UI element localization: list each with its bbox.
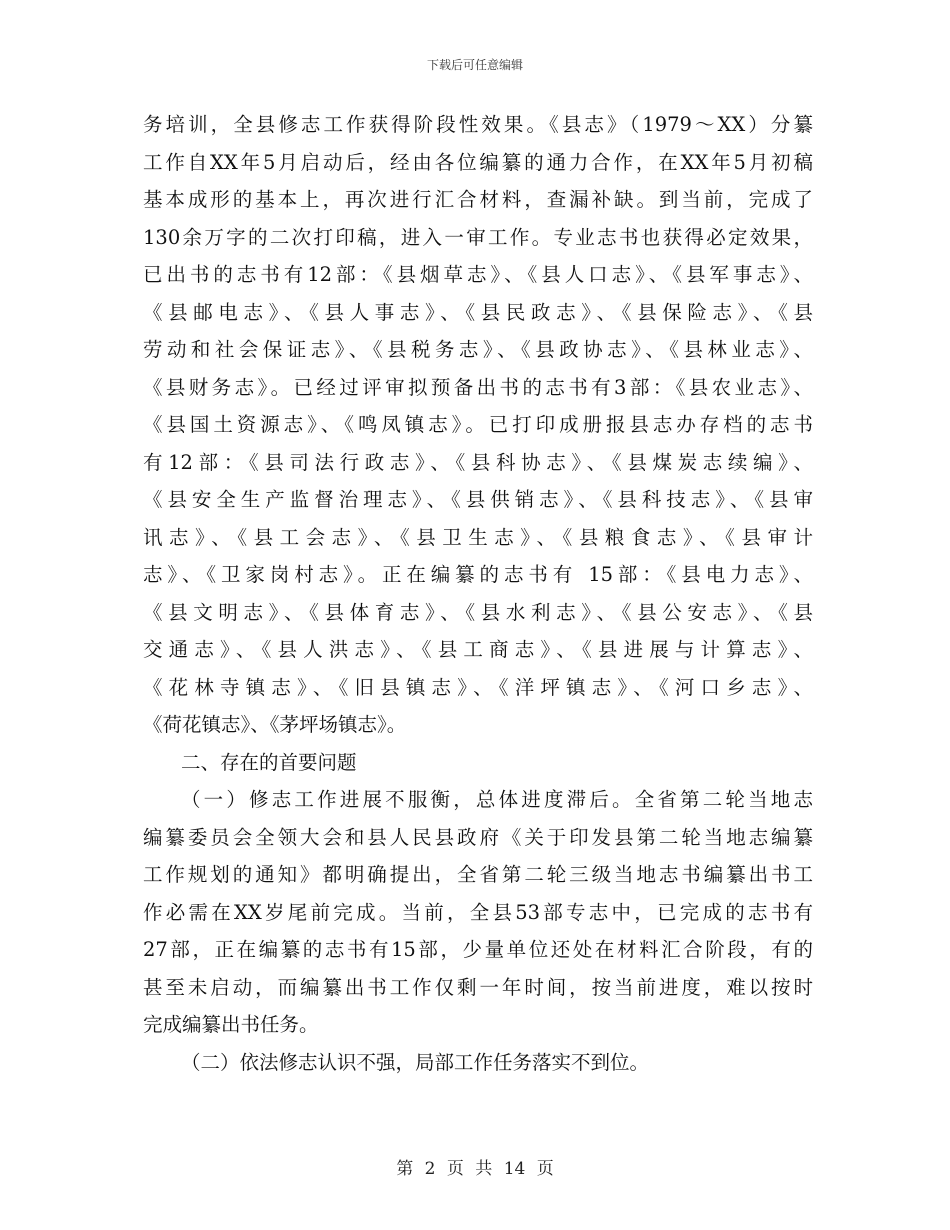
- text-line: 基本成形的基本上，再次进行汇合材料，查漏补缺。到当前，完成了: [143, 188, 813, 211]
- section-heading-text: 二、存在的首要问题: [181, 750, 357, 774]
- text-line: （二）依法修志认识不强，局部工作任务落实不到位。: [181, 1050, 650, 1074]
- text-line: 27部，正在编纂的志书有15部，少量单位还处在材料汇合阶段，有的: [143, 938, 813, 961]
- text-line: 编纂委员会全领大会和县人民县政府《关于印发县第二轮当地志编纂: [143, 825, 813, 849]
- text-line: 《县国土资源志》、《鸣凤镇志》。已打印成册报县志办存档的志书: [143, 413, 813, 436]
- text-line: 工作自XX年5月启动后，经由各位编纂的通力合作，在XX年5月初稿: [143, 150, 813, 174]
- text-line: 有12部：《县司法行政志》、《县科协志》、《县煤炭志续编》、: [143, 450, 813, 474]
- text-line: 交通志》、《县人洪志》、《县工商志》、《县进展与计算志》、: [143, 638, 813, 661]
- paragraph-issue-one: [143, 781, 813, 1044]
- paragraph-achievements: [143, 106, 813, 744]
- text-line: 《县安全生产监督治理志》、《县供销志》、《县科技志》、《县审: [143, 488, 813, 511]
- text-line: 志》、《卫家岗村志》。正在编纂的志书有 15部：《县电力志》、: [143, 563, 813, 586]
- text-line: 劳动和社会保证志》、《县税务志》、《县政协志》、《县林业志》、: [143, 338, 813, 361]
- text-line: 《花林寺镇志》、《旧县镇志》、《洋坪镇志》、《河口乡志》、: [143, 675, 813, 699]
- text-line: 已出书的志书有12部：《县烟草志》、《县人口志》、《县军事志》、: [143, 263, 813, 286]
- text-line: 《县邮电志》、《县人事志》、《县民政志》、《县保险志》、《县: [143, 300, 813, 324]
- text-line: 《荷花镇志》、《茅坪场镇志》。: [143, 713, 407, 736]
- text-line: 《县财务志》。已经过评审拟预备出书的志书有3部：《县农业志》、: [143, 375, 813, 399]
- text-line: 《县文明志》、《县体育志》、《县水利志》、《县公安志》、《县: [143, 600, 813, 624]
- text-line: 讯志》、《县工会志》、《县卫生志》、《县粮食志》、《县审计: [143, 525, 813, 549]
- text-line: 作必需在XX岁尾前完成。当前，全县53部专志中，已完成的志书有: [143, 900, 813, 924]
- text-line: 130余万字的二次打印稿，进入一审工作。专业志书也获得必定效果，: [143, 225, 813, 249]
- text-line: 甚至未启动，而编纂出书工作仅剩一年时间，按当前进度，难以按时: [143, 975, 813, 999]
- section-heading: [143, 744, 813, 782]
- document-body: [143, 106, 813, 1081]
- text-line: （一）修志工作进展不服衡，总体进度滞后。全省第二轮当地志: [181, 788, 813, 811]
- paragraph-issue-two: [143, 1044, 813, 1082]
- page-number-footer: 第 2 页 共 14 页: [396, 1159, 554, 1179]
- text-line: 工作规划的通知》都明确提出，全省第二轮三级当地志书编纂出书工: [143, 863, 813, 886]
- page-header: 下载后可任意编辑: [426, 58, 523, 72]
- text-line: 完成编纂出书任务。: [143, 1013, 319, 1036]
- text-line: 务培训，全县修志工作获得阶段性效果。《县志》（1979～XX）分纂: [143, 113, 813, 136]
